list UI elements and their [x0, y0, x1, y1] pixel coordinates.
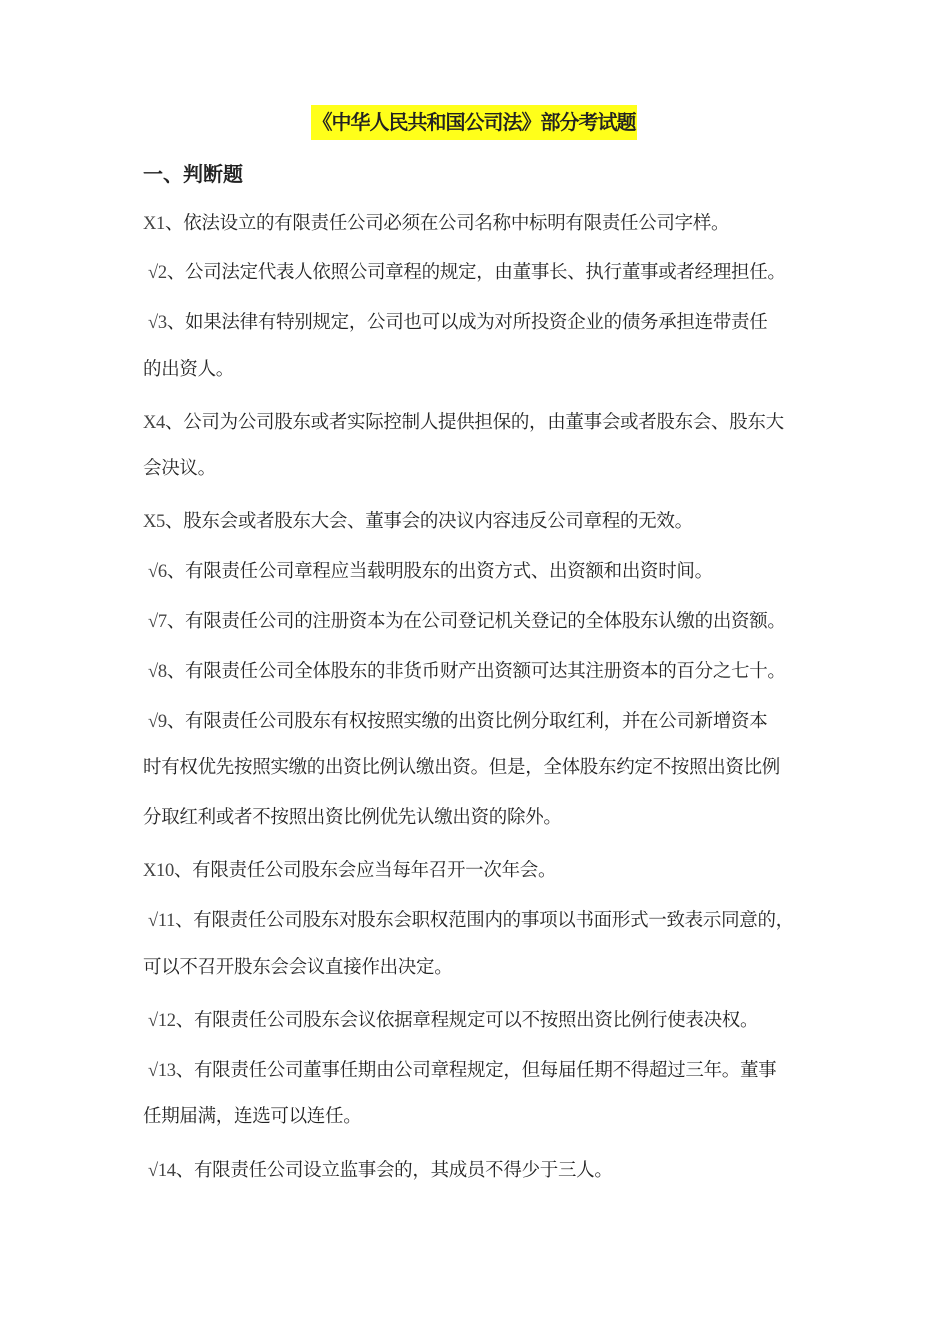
document-title: 《中华人民共和国公司法》部分考试题 [311, 105, 637, 140]
question-text: 、有限责任公司的注册资本为在公司登记机关登记的全体股东认缴的出资额。 [166, 611, 786, 632]
question-text: 、如果法律有特别规定，公司也可以成为对所投资企业的债务承担连带责任 [166, 312, 768, 333]
question-3-continuation: 的出资人。 [143, 359, 235, 380]
question-3 [148, 310, 767, 336]
answer-mark: √8 [148, 662, 167, 682]
question-14 [148, 1158, 613, 1184]
answer-mark: X5 [143, 512, 166, 532]
question-7 [148, 609, 786, 635]
question-13 [148, 1058, 776, 1084]
answer-mark: X10 [143, 861, 174, 881]
answer-mark: √9 [148, 712, 167, 732]
question-text: 、有限责任公司股东有权按照实缴的出资比例分取红利，并在公司新增资本 [166, 711, 768, 732]
question-11-continuation: 可以不召开股东会会议直接作出决定。 [143, 957, 453, 978]
answer-mark: √11 [148, 911, 176, 931]
question-9-continuation: 时有权优先按照实缴的出资比例认缴出资。但是，全体股东约定不按照出资比例 [143, 757, 781, 778]
question-4-continuation: 会决议。 [143, 458, 216, 479]
question-4 [143, 410, 784, 436]
question-text: 、有限责任公司章程应当载明股东的出资方式、出资额和出资时间。 [166, 561, 713, 582]
answer-mark: √14 [148, 1161, 176, 1181]
question-8 [148, 659, 786, 685]
question-5 [143, 509, 693, 535]
question-text: 、有限责任公司全体股东的非货币财产出资额可达其注册资本的百分之七十。 [166, 661, 786, 682]
answer-mark: √2 [148, 263, 167, 283]
question-1 [143, 211, 729, 237]
question-text: 、公司法定代表人依照公司章程的规定，由董事长、执行董事或者经理担任。 [166, 262, 786, 283]
answer-mark: √6 [148, 562, 167, 582]
question-text: 、股东会或者股东大会、董事会的决议内容违反公司章程的无效。 [165, 511, 693, 532]
answer-mark: √13 [148, 1061, 176, 1081]
question-text: 、有限责任公司股东会议依据章程规定可以不按照出资比例行使表决权。 [175, 1010, 759, 1031]
answer-mark: √12 [148, 1011, 176, 1031]
question-text: 、公司为公司股东或者实际控制人提供担保的，由董事会或者股东会、股东大 [165, 412, 784, 433]
question-2 [148, 260, 786, 286]
section-heading: 一、判断题 [143, 162, 243, 186]
question-text: 、依法设立的有限责任公司必须在公司名称中标明有限责任公司字样。 [165, 213, 730, 234]
question-9 [148, 709, 767, 735]
answer-mark: √7 [148, 612, 167, 632]
question-12 [148, 1008, 758, 1034]
question-9-continuation: 分取红利或者不按照出资比例优先认缴出资的除外。 [143, 807, 562, 828]
answer-mark: X1 [143, 214, 166, 234]
question-6 [148, 559, 713, 585]
question-10 [143, 858, 556, 884]
question-text: 、有限责任公司股东会应当每年召开一次年会。 [173, 860, 557, 881]
answer-mark: X4 [143, 413, 166, 433]
answer-mark: √3 [148, 313, 167, 333]
question-text: 、有限责任公司董事任期由公司章程规定，但每届任期不得超过三年。董事 [175, 1060, 777, 1081]
question-text: 、有限责任公司设立监事会的，其成员不得少于三人。 [175, 1160, 613, 1181]
question-text: 、有限责任公司股东对股东会职权范围内的事项以书面形式一致表示同意的， [175, 910, 794, 931]
question-13-continuation: 任期届满，连选可以连任。 [143, 1106, 362, 1127]
question-11 [148, 908, 794, 934]
